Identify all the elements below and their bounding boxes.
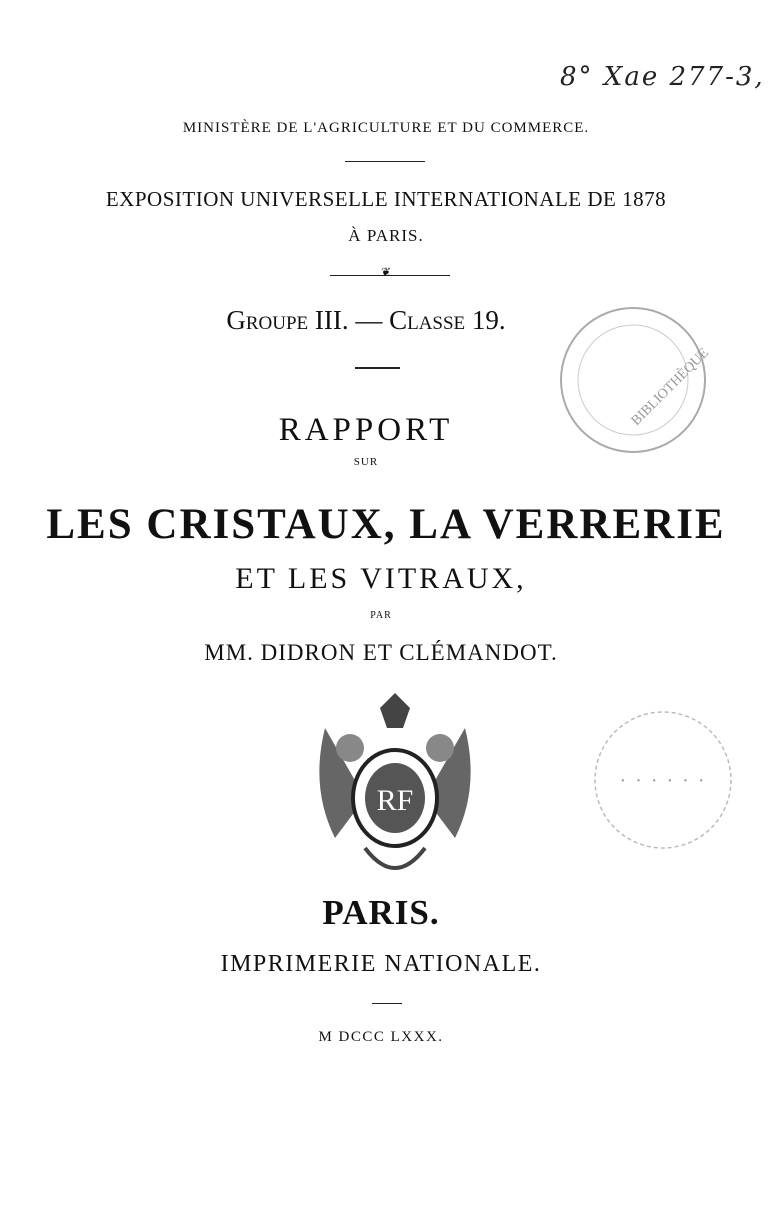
place-line: PARIS. bbox=[322, 893, 440, 932]
authors-line: MM. DIDRON ET CLÉMANDOT. bbox=[204, 640, 558, 665]
republic-emblem-icon bbox=[305, 688, 485, 888]
ministry-line: MINISTÈRE DE L'AGRICULTURE ET DU COMMERCE. bbox=[182, 120, 590, 136]
ornament-icon: ❦ bbox=[380, 265, 392, 279]
par-label: PAR bbox=[370, 610, 392, 621]
exposition-line: EXPOSITION UNIVERSELLE INTERNATIONALE DE 1878 bbox=[105, 187, 667, 211]
divider bbox=[372, 1003, 402, 1004]
handwritten-shelfmark: 8° Xae 277-3, bbox=[560, 62, 765, 92]
title-line-1: LES CRISTAUX, LA VERRERIE bbox=[46, 501, 726, 548]
city-line: À PARIS. bbox=[348, 226, 424, 245]
divider bbox=[345, 161, 425, 162]
title-line-2: ET LES VITRAUX, bbox=[235, 562, 527, 595]
library-stamp-icon bbox=[553, 300, 713, 460]
svg-text:RF: RF bbox=[376, 784, 414, 817]
report-heading: RAPPORT bbox=[278, 412, 454, 448]
year-line: M DCCC LXXX. bbox=[318, 1029, 444, 1045]
group-class-line: Groupe III. — Classe 19. bbox=[226, 305, 506, 335]
printer-line: IMPRIMERIE NATIONALE. bbox=[220, 951, 542, 977]
faint-stamp-icon bbox=[588, 705, 738, 855]
svg-text:· · · · · ·: · · · · · · bbox=[619, 770, 707, 792]
sur-label: SUR bbox=[353, 456, 379, 468]
small-ornament bbox=[355, 367, 400, 369]
svg-text:BIBLIOTHÈQUE: BIBLIOTHÈQUE bbox=[628, 345, 712, 429]
